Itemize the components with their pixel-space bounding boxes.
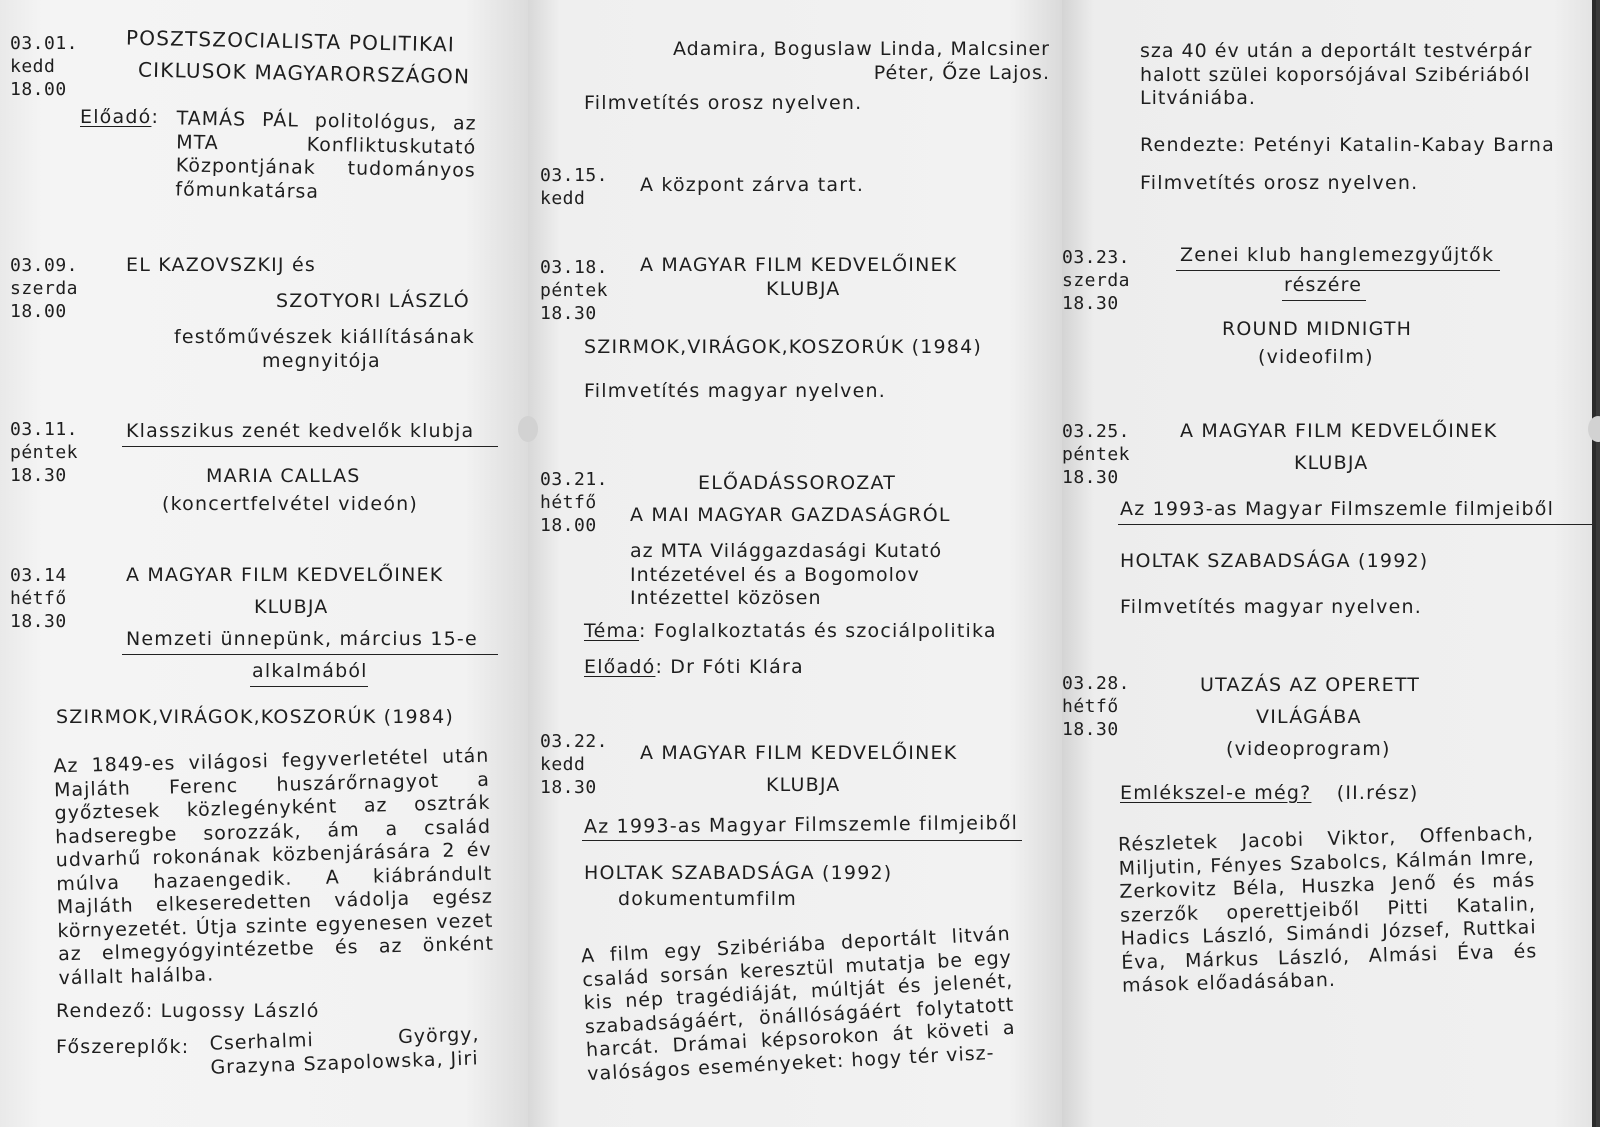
club-name: Zenei klub hanglemezgyűjtők	[1180, 244, 1495, 266]
film-cast-label: Főszereplők:	[56, 1036, 190, 1058]
club-underline	[1282, 300, 1366, 301]
event-title: VILÁGÁBA	[1256, 706, 1362, 728]
program-description: Részletek Jacobi Viktor, Offenbach, Miljutin, Fényes Szabolcs, Kálmán Imre, Zerkovitz Béla, Huszka Jenő és más szerzők operettjeiből Pitti Katalin, Hadics László, Simándi József, Ruttkai Éva, Márkus László, Almási Éva és mások előadásában.	[1117, 822, 1538, 997]
club-underline	[1176, 270, 1500, 271]
event-title: UTAZÁS AZ OPERETT	[1200, 674, 1421, 696]
event-title: ELŐADÁSSOROZAT	[698, 472, 897, 494]
film-title: SZIRMOK,VIRÁGOK,KOSZORÚK (1984)	[584, 336, 982, 358]
film-title: SZIRMOK,VIRÁGOK,KOSZORÚK (1984)	[56, 706, 454, 728]
topic-label: Téma	[584, 620, 640, 642]
event-subtitle: (videofilm)	[1258, 346, 1374, 368]
event-subtitle: festőművészek kiállításának	[174, 326, 475, 348]
club-name: KLUBJA	[254, 596, 329, 618]
presenter-label: Előadó	[584, 656, 656, 678]
punch-hole	[518, 416, 538, 442]
festival-underline	[1118, 524, 1596, 525]
event-title: ROUND MIDNIGTH	[1222, 318, 1413, 340]
screening-note: Filmvetítés orosz nyelven.	[584, 92, 863, 114]
presenter-text: TAMÁS PÁL politológus, az MTA Konfliktuskutató Központjának tudományos főmunkatársa	[175, 107, 477, 203]
club-name: A MAGYAR FILM KEDVELŐINEK	[640, 742, 958, 764]
event-date: 03.25. péntek 18.30	[1062, 421, 1131, 488]
event-title: A MAI MAGYAR GAZDASÁGRÓL	[630, 504, 951, 526]
event-title: EL KAZOVSZKIJ és	[126, 254, 316, 276]
event-date: 03.21. hétfő 18.00	[540, 469, 609, 536]
occasion-underline	[122, 654, 498, 655]
club-name: KLUBJA	[766, 278, 841, 300]
series-line	[1120, 782, 1419, 804]
event-date: 03.22. kedd 18.30	[540, 731, 609, 798]
festival-name: Az 1993-as Magyar Filmszemle filmjeiből	[1120, 498, 1555, 520]
topic-line	[584, 620, 997, 642]
festival-name: Az 1993-as Magyar Filmszemle filmjeiből	[583, 812, 1019, 838]
series-part: (II.rész)	[1336, 782, 1419, 804]
leaflet-panel-left	[0, 0, 528, 1127]
event-date: 03.23. szerda 18.30	[1062, 247, 1131, 314]
event-date: 03.18. péntek 18.30	[540, 257, 609, 324]
screening-note: Filmvetítés magyar nyelven.	[1120, 596, 1422, 618]
event-title: A központ zárva tart.	[640, 174, 865, 196]
festival-underline	[582, 840, 1022, 841]
event-date: 03.14 hétfő 18.30	[10, 565, 67, 632]
event-title: POSZTSZOCIALISTA POLITIKAI	[125, 25, 456, 57]
event-subtitle: (videoprogram)	[1226, 738, 1391, 760]
film-subtitle: dokumentumfilm	[618, 888, 797, 910]
screening-note: Filmvetítés magyar nyelven.	[584, 380, 886, 402]
occasion-text: Nemzeti ünnepünk, március 15-e	[126, 628, 478, 650]
film-description: Az 1849-es világosi fegyverletétel után Majláth Ferenc huszárőrnagyot a győztesek közlegényként az osztrák hadseregbe sorozzák, ám a család udvarhű rokonának közbenjárására 2 év múlva hazaengedik. A kiábrándult Majláth elkeseredetten vádolja egész környezetét. Útja szinte egyenesen vezet az elmegyógyintézetbe és az önként vállalt halálba.	[53, 744, 495, 989]
film-cast: Cserhalmi György, Grazyna Szapolowska, Jiri	[209, 1023, 480, 1079]
event-date: 03.28. hétfő 18.30	[1062, 673, 1131, 740]
club-name: A MAGYAR FILM KEDVELŐINEK	[126, 564, 444, 586]
film-description-continued: sza 40 év után a deportált testvérpár halott szülei koporsójával Szibériából Litvániába.	[1140, 40, 1533, 109]
club-name: részére	[1284, 274, 1363, 296]
event-title: SZOTYORI LÁSZLÓ	[276, 290, 470, 312]
film-director: Rendezte: Petényi Katalin-Kabay Barna	[1140, 134, 1555, 156]
event-date: 03.09. szerda 18.00	[10, 255, 79, 322]
topic-text: : Foglalkoztatás és szociálpolitika	[639, 620, 997, 642]
event-date: 03.01. kedd 18.00	[10, 33, 79, 100]
occasion-text: alkalmából	[252, 660, 368, 682]
presenter-colon: :	[151, 106, 160, 128]
presenter-label-group	[80, 106, 159, 128]
event-subtitle: megnyitója	[262, 350, 381, 372]
series-title: Emlékszel-e még?	[1120, 782, 1312, 804]
club-underline	[122, 446, 498, 447]
event-subtitle: (koncertfelvétel videón)	[162, 493, 419, 515]
film-title: HOLTAK SZABADSÁGA (1992)	[584, 862, 893, 884]
event-date: 03.11. péntek 18.30	[10, 419, 79, 486]
club-name: Klasszikus zenét kedvelők klubja	[126, 420, 475, 442]
film-title: HOLTAK SZABADSÁGA (1992)	[1120, 550, 1429, 572]
screening-note: Filmvetítés orosz nyelven.	[1140, 172, 1419, 194]
club-name: A MAGYAR FILM KEDVELŐINEK	[640, 254, 958, 276]
club-name: KLUBJA	[1294, 452, 1369, 474]
leaflet-panel-middle	[528, 0, 1062, 1127]
film-description: A film egy Szibériába deportált litván család sorsán keresztül mutatja be egy kis nép tragédiáját, múltját és jelenét, szabadságáért, önállóságáért folytatott harcát. Drámai képsorokon át követi a valóságos eseményeket: hogy tér visz-	[580, 922, 1017, 1085]
event-date: 03.15. kedd	[540, 165, 609, 209]
club-name: KLUBJA	[766, 774, 841, 796]
presenter-name: : Dr Fóti Klára	[655, 656, 804, 678]
event-organizers: az MTA Világgazdasági Kutató Intézetével és a Bogomolov Intézettel közösen	[630, 540, 943, 609]
occasion-underline	[250, 686, 368, 687]
club-name: A MAGYAR FILM KEDVELŐINEK	[1180, 420, 1498, 442]
sheet-edge	[1592, 0, 1596, 1127]
event-title: CIKLUSOK MAGYARORSZÁGON	[137, 57, 471, 89]
presenter-label: Előadó	[80, 106, 152, 128]
event-title: MARIA CALLAS	[206, 465, 361, 487]
film-cast-continued: Adamira, Boguslaw Linda, Malcsiner Péter, Őze Lajos.	[672, 38, 1050, 84]
presenter-line	[584, 656, 804, 678]
leaflet-panel-right	[1062, 0, 1596, 1127]
film-director: Rendező: Lugossy László	[56, 1000, 320, 1022]
